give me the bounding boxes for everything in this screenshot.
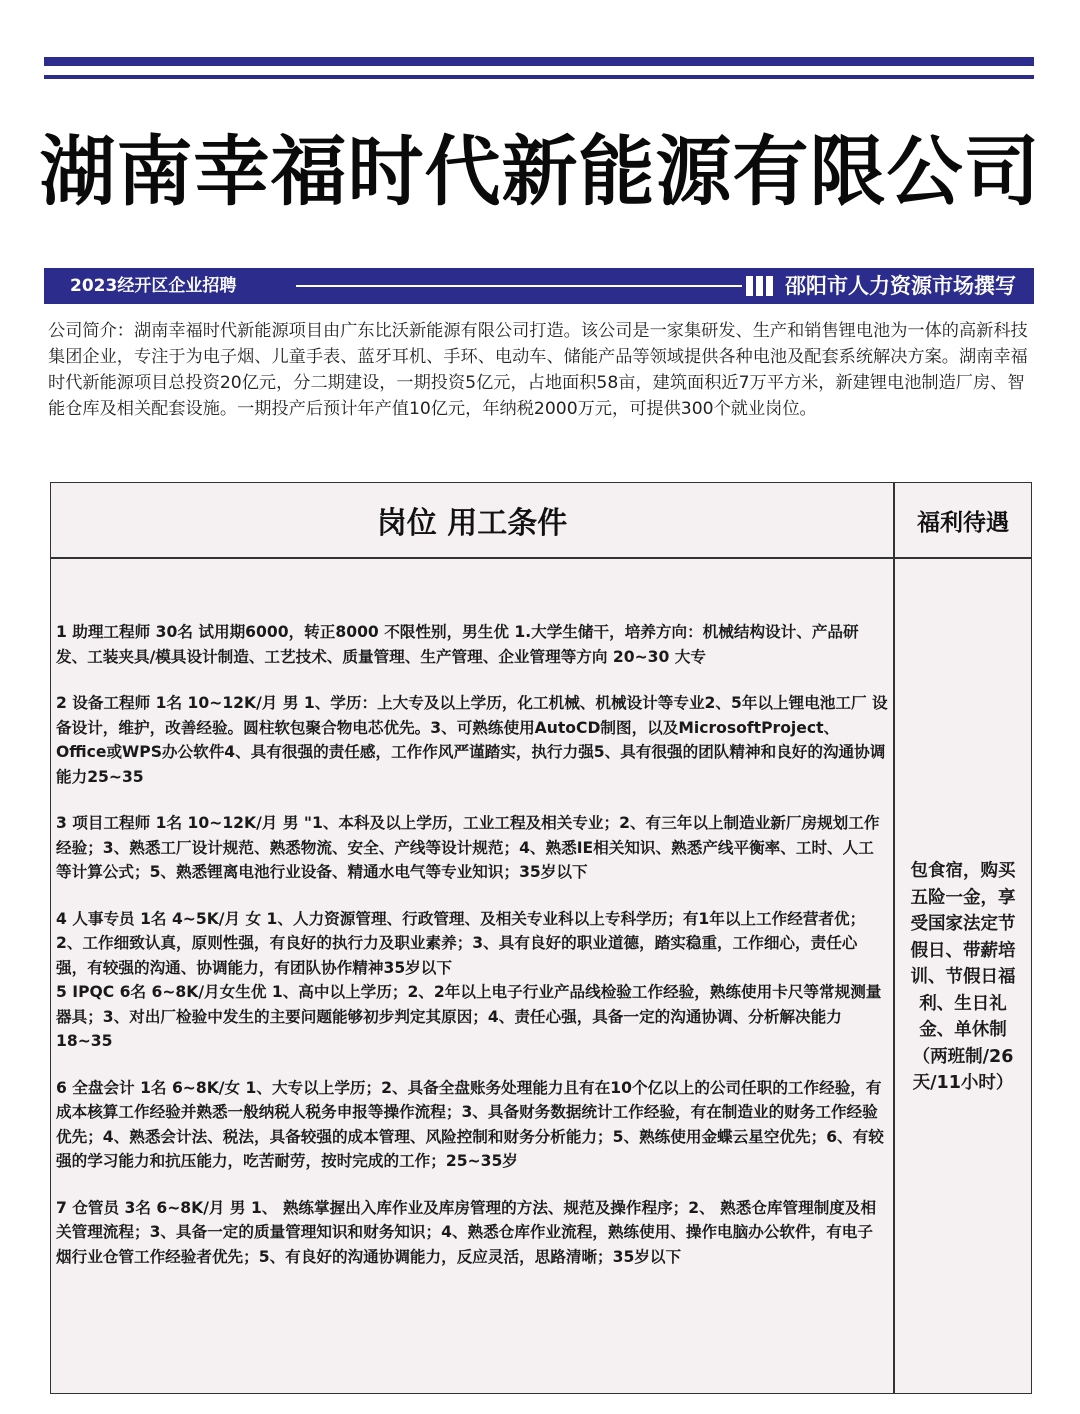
top-rule-thin (44, 75, 1034, 79)
job-item: 6 全盘会计 1名 6~8K/女 1、大专以上学历；2、具备全盘账务处理能力且有在10个亿以上的公司任职的工作经验，有成本核算工作经验并熟悉一般纳税人税务申报等操作流程；3、具备财务数据统计工作经验，有在制造业的财务工作经验优先；4、熟悉会计法、税法，具备较强的成本管理、风险控制和财务分析能力；5、熟练使用金蝶云星空优先；6、有较强的学习能力和抗压能力，吃苦耐劳，按时完成的工作；25~35岁 (56, 1078, 884, 1170)
job-item: 3 项目工程师 1名 10~12K/月 男 "1、本科及以上学历，工业工程及相关专业；2、有三年以上制造业新厂房规划工作经验；3、熟悉工厂设计规范、熟悉物流、安全、产线等设计规范；4、熟悉IE相关知识、熟悉产线平衡率、工时、人工等计算公式；5、熟悉锂离电池行业设备、精通水电气等专业知识；35岁以下 (56, 814, 880, 881)
banner-divider (296, 285, 742, 287)
job-item: 5 IPQC 6名 6~8K/月女生优 1、高中以上学历；2、2年以上电子行业产品线检验工作经验，熟练使用卡尺等常规测量器具；3、对出厂检验中发生的主要问题能够初步判定其原因；4、责任心强，具备一定的沟通协调、分析解决能力 18~35 (56, 983, 882, 1050)
job-item: 1 助理工程师 30名 试用期6000，转正8000 不限性别，男生优 1.大学生储干，培养方向：机械结构设计、产品研发、工装夹具/模具设计制造、工艺技术、质量管理、生产管理、企业管理等方向 20~30 大专 (56, 623, 859, 666)
banner-right-label: 邵阳市人力资源市场撰写 (785, 274, 1016, 298)
header-position-cell (50, 482, 894, 558)
company-title: 湖南幸福时代新能源有限公司 (39, 127, 1041, 216)
benefits-text: 包食宿，购买五险一金，享受国家法定节假日、带薪培训、节假日福利、生日礼金、单休制（两班制/26天/11小时） (910, 861, 1016, 1093)
benefits-cell (894, 558, 1032, 1394)
job-item: 4 人事专员 1名 4~5K/月 女 1、人力资源管理、行政管理、及相关专业科以上专科学历；有1年以上工作经营者优；2、工作细致认真，原则性强，有良好的执行力及职业素养；3、具有良好的职业道德，踏实稳重，工作细心，责任心强，有较强的沟通、协调能力，有团队协作精神35岁以下 (56, 909, 866, 977)
header-benefits-label: 福利待遇 (917, 509, 1009, 536)
job-item: 2 设备工程师 1名 10~12K/月 男 1、学历：上大专及以上学历，化工机械、机械设计等专业2、5年以上锂电池工厂 设备设计，维护，改善经验。圆柱软包聚合物电芯优先。3、可熟练使用AutoCD制图，以及MicrosoftProject、Office或WPS办公软件4、具有很强的责任感，工作作风严谨踏实，执行力强5、具有很强的团队精神和良好的沟通协调能力25~35 (56, 694, 888, 786)
top-rule-thick (44, 57, 1034, 66)
company-intro: 公司简介：湖南幸福时代新能源项目由广东比沃新能源有限公司打造。该公司是一家集研发、生产和销售锂电池为一体的高新科技集团企业，专注于为电子烟、儿童手表、蓝牙耳机、手环、电动车、储能产品等领域提供各种电池及配套系统解决方案。湖南幸福时代新能源项目总投资20亿元，分二期建设，一期投资5亿元，占地面积58亩，建筑面积近7万平方米，新建锂电池制造厂房、智能仓库及相关配套设施。一期投产后预计年产值10亿元，年纳税2000万元，可提供300个就业岗位。 (48, 321, 1028, 419)
header-position-label: 岗位 用工条件 (376, 506, 568, 541)
banner-left-label: 2023经开区企业招聘 (70, 276, 237, 296)
banner (44, 268, 1034, 304)
job-list (56, 620, 888, 1291)
header-benefits-cell (894, 482, 1032, 558)
bars-icon (746, 276, 776, 296)
job-item: 7 仓管员 3名 6~8K/月 男 1、 熟练掌握出入库作业及库房管理的方法、规范及操作程序；2、 熟悉仓库管理制度及相关管理流程；3、具备一定的质量管理知识和财务知识；4、熟悉仓库作业流程，熟练使用、操作电脑办公软件，有电子烟行业仓管工作经验者优先；5、有良好的沟通协调能力，反应灵活，思路清晰；35岁以下 (56, 1198, 877, 1266)
job-table (50, 482, 1032, 1394)
